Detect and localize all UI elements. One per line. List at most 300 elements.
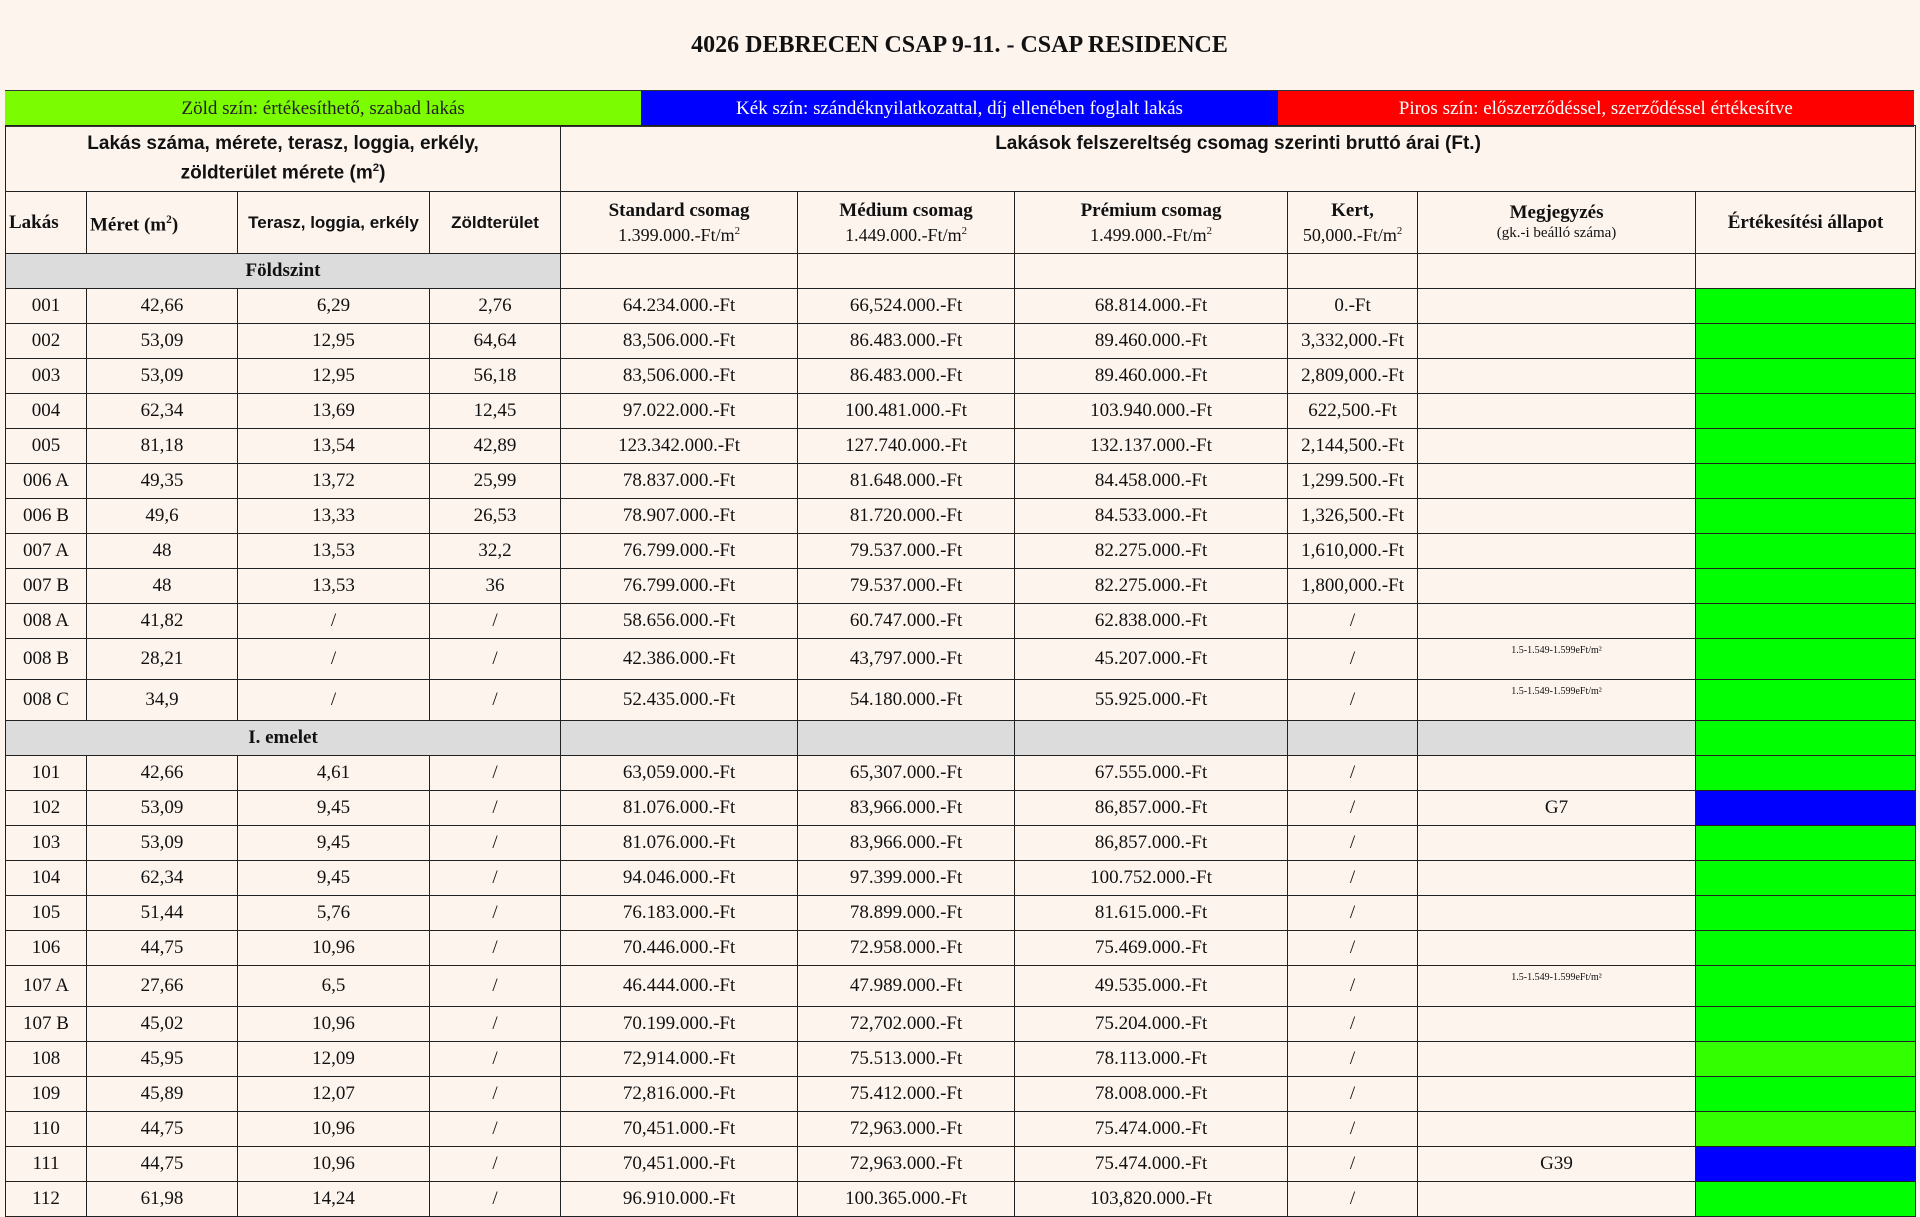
col-header-lakas: Lakás — [6, 192, 87, 254]
cell-lakas: 102 — [6, 791, 87, 826]
cell-meret: 44,75 — [87, 931, 238, 966]
cell-terasz: 13,69 — [238, 394, 430, 429]
cell-terasz: / — [238, 680, 430, 721]
cell-kert: 1,326,500.-Ft — [1288, 499, 1418, 534]
cell-medium: 83,966.000.-Ft — [798, 826, 1015, 861]
cell-zold: / — [430, 1042, 561, 1077]
cell-zold: / — [430, 680, 561, 721]
table-row[interactable] — [6, 680, 1916, 721]
cell-zold: 25,99 — [430, 464, 561, 499]
status-badge-free — [1696, 826, 1916, 861]
table-row[interactable] — [6, 931, 1916, 966]
cell-medium: 100.481.000.-Ft — [798, 394, 1015, 429]
cell-kert: 0.-Ft — [1288, 289, 1418, 324]
cell-megjegyzes: 1.5-1.549-1.599eFt/m² — [1418, 680, 1696, 721]
table-row[interactable] — [6, 289, 1916, 324]
cell-kert: / — [1288, 680, 1418, 721]
status-badge-free — [1696, 394, 1916, 429]
floor-header-row — [6, 254, 1916, 289]
table-row[interactable] — [6, 604, 1916, 639]
cell-standard: 78.837.000.-Ft — [561, 464, 798, 499]
cell-kert: 1,299.500.-Ft — [1288, 464, 1418, 499]
floor-header-empty-cell — [561, 254, 798, 289]
col-header-megjegyzes: Megjegyzés (gk.-i beálló száma) — [1418, 192, 1696, 254]
table-row[interactable] — [6, 639, 1916, 680]
table-row[interactable] — [6, 1042, 1916, 1077]
cell-zold: / — [430, 1182, 561, 1217]
cell-terasz: 13,33 — [238, 499, 430, 534]
cell-terasz: 10,96 — [238, 1147, 430, 1182]
cell-lakas: 106 — [6, 931, 87, 966]
cell-premium: 75.474.000.-Ft — [1015, 1147, 1288, 1182]
cell-standard: 81.076.000.-Ft — [561, 791, 798, 826]
cell-lakas: 008 C — [6, 680, 87, 721]
cell-medium: 86.483.000.-Ft — [798, 324, 1015, 359]
cell-premium: 132.137.000.-Ft — [1015, 429, 1288, 464]
cell-kert: / — [1288, 791, 1418, 826]
col-header-meret: Méret $(m^2)$ — [87, 192, 238, 254]
col-header-allapot: Értékesítési állapot — [1696, 192, 1916, 254]
cell-meret: 81,18 — [87, 429, 238, 464]
cell-lakas: 003 — [6, 359, 87, 394]
status-badge-free — [1696, 359, 1916, 394]
cell-premium: 75.474.000.-Ft — [1015, 1112, 1288, 1147]
cell-meret: 53,09 — [87, 359, 238, 394]
status-badge-free — [1696, 534, 1916, 569]
apartment-price-table — [5, 125, 1916, 1217]
cell-terasz: 10,96 — [238, 1112, 430, 1147]
cell-lakas: 109 — [6, 1077, 87, 1112]
cell-lakas: 101 — [6, 756, 87, 791]
col-header-standard: Standard csomag $1.399.000.-Ft/m^2$ — [561, 192, 798, 254]
cell-lakas: 104 — [6, 861, 87, 896]
cell-zold: 26,53 — [430, 499, 561, 534]
cell-kert: / — [1288, 756, 1418, 791]
table-row[interactable] — [6, 1182, 1916, 1217]
cell-standard: 96.910.000.-Ft — [561, 1182, 798, 1217]
status-legend — [5, 90, 1914, 127]
cell-meret: 41,82 — [87, 604, 238, 639]
cell-terasz: 13,54 — [238, 429, 430, 464]
cell-medium: 78.899.000.-Ft — [798, 896, 1015, 931]
status-badge-free — [1696, 289, 1916, 324]
cell-premium: 100.752.000.-Ft — [1015, 861, 1288, 896]
cell-megjegyzes — [1418, 359, 1696, 394]
cell-megjegyzes: G39 — [1418, 1147, 1696, 1182]
cell-zold: / — [430, 1077, 561, 1112]
cell-kert: / — [1288, 1147, 1418, 1182]
cell-medium: 54.180.000.-Ft — [798, 680, 1015, 721]
cell-premium: 45.207.000.-Ft — [1015, 639, 1288, 680]
cell-meret: 44,75 — [87, 1112, 238, 1147]
table-body — [6, 254, 1916, 1217]
status-badge-free — [1696, 324, 1916, 359]
cell-standard: 63,059.000.-Ft — [561, 756, 798, 791]
status-badge-free — [1696, 499, 1916, 534]
table-row[interactable] — [6, 394, 1916, 429]
table-row[interactable] — [6, 1077, 1916, 1112]
cell-zold: 56,18 — [430, 359, 561, 394]
cell-megjegyzes — [1418, 499, 1696, 534]
cell-premium: 55.925.000.-Ft — [1015, 680, 1288, 721]
cell-megjegyzes — [1418, 896, 1696, 931]
cell-standard: 83,506.000.-Ft — [561, 324, 798, 359]
cell-standard: 76.183.000.-Ft — [561, 896, 798, 931]
cell-meret: 48 — [87, 569, 238, 604]
cell-lakas: 007 A — [6, 534, 87, 569]
cell-zold: 64,64 — [430, 324, 561, 359]
cell-medium: 72,702.000.-Ft — [798, 1007, 1015, 1042]
cell-meret: 34,9 — [87, 680, 238, 721]
table-row[interactable] — [6, 429, 1916, 464]
cell-terasz: 12,95 — [238, 359, 430, 394]
status-badge-free_alt — [1696, 1042, 1916, 1077]
cell-kert: 2,144,500.-Ft — [1288, 429, 1418, 464]
cell-kert: 622,500.-Ft — [1288, 394, 1418, 429]
cell-premium: 86,857.000.-Ft — [1015, 791, 1288, 826]
table-row[interactable] — [6, 966, 1916, 1007]
status-badge-free — [1696, 931, 1916, 966]
status-badge-free — [1696, 756, 1916, 791]
cell-lakas: 006 A — [6, 464, 87, 499]
cell-zold: / — [430, 826, 561, 861]
table-row[interactable] — [6, 896, 1916, 931]
cell-megjegyzes — [1418, 289, 1696, 324]
cell-megjegyzes — [1418, 861, 1696, 896]
table-row[interactable] — [6, 756, 1916, 791]
cell-terasz: 6,29 — [238, 289, 430, 324]
cell-zold: / — [430, 1112, 561, 1147]
col-header-terasz: Terasz, loggia, erkély — [238, 192, 430, 254]
status-badge-free — [1696, 861, 1916, 896]
cell-terasz: / — [238, 639, 430, 680]
cell-zold: / — [430, 966, 561, 1007]
cell-standard: 70.199.000.-Ft — [561, 1007, 798, 1042]
cell-meret: 28,21 — [87, 639, 238, 680]
cell-premium: 89.460.000.-Ft — [1015, 324, 1288, 359]
cell-meret: 51,44 — [87, 896, 238, 931]
floor-header-empty-cell — [798, 254, 1015, 289]
cell-terasz: 14,24 — [238, 1182, 430, 1217]
cell-zold: 42,89 — [430, 429, 561, 464]
cell-terasz: 10,96 — [238, 1007, 430, 1042]
cell-zold: / — [430, 896, 561, 931]
cell-medium: 65,307.000.-Ft — [798, 756, 1015, 791]
cell-medium: 83,966.000.-Ft — [798, 791, 1015, 826]
cell-terasz: 9,45 — [238, 826, 430, 861]
cell-terasz: 13,53 — [238, 534, 430, 569]
cell-kert: / — [1288, 1007, 1418, 1042]
cell-premium: 82.275.000.-Ft — [1015, 534, 1288, 569]
floor-header-empty-cell — [561, 721, 798, 756]
cell-medium: 79.537.000.-Ft — [798, 569, 1015, 604]
floor-header-empty-cell — [1015, 254, 1288, 289]
cell-premium: 103,820.000.-Ft — [1015, 1182, 1288, 1217]
cell-zold: 12,45 — [430, 394, 561, 429]
cell-meret: 42,66 — [87, 289, 238, 324]
cell-terasz: 12,07 — [238, 1077, 430, 1112]
table-row[interactable] — [6, 499, 1916, 534]
cell-terasz: 4,61 — [238, 756, 430, 791]
cell-lakas: 108 — [6, 1042, 87, 1077]
cell-medium: 66,524.000.-Ft — [798, 289, 1015, 324]
cell-kert: / — [1288, 1077, 1418, 1112]
cell-terasz: 12,95 — [238, 324, 430, 359]
table-row[interactable] — [6, 534, 1916, 569]
cell-lakas: 107 A — [6, 966, 87, 1007]
cell-zold: / — [430, 931, 561, 966]
cell-megjegyzes — [1418, 569, 1696, 604]
cell-megjegyzes — [1418, 1077, 1696, 1112]
table-row[interactable] — [6, 464, 1916, 499]
cell-standard: 81.076.000.-Ft — [561, 826, 798, 861]
cell-meret: 45,89 — [87, 1077, 238, 1112]
cell-terasz: 5,76 — [238, 896, 430, 931]
cell-kert: / — [1288, 639, 1418, 680]
cell-meret: 44,75 — [87, 1147, 238, 1182]
cell-standard: 72,816.000.-Ft — [561, 1077, 798, 1112]
col-header-kert: Kert, $50,000.-Ft/m^2$ — [1288, 192, 1418, 254]
cell-megjegyzes — [1418, 1042, 1696, 1077]
group-header-apartment-data: Lakás száma, mérete, terasz, loggia, erkély, zöldterület mérete $(m^2)$ — [6, 126, 561, 192]
cell-premium: 49.535.000.-Ft — [1015, 966, 1288, 1007]
cell-terasz: / — [238, 604, 430, 639]
cell-meret: 53,09 — [87, 791, 238, 826]
floor-header-empty-cell — [1288, 254, 1418, 289]
cell-kert: 1,610,000.-Ft — [1288, 534, 1418, 569]
legend-reserved: Kék szín: szándéknyilatkozattal, díj ellenében foglalt lakás — [641, 91, 1277, 126]
cell-lakas: 107 B — [6, 1007, 87, 1042]
floor-name: I. emelet — [6, 721, 561, 756]
table-row[interactable] — [6, 1112, 1916, 1147]
cell-premium: 89.460.000.-Ft — [1015, 359, 1288, 394]
cell-medium: 72,963.000.-Ft — [798, 1147, 1015, 1182]
cell-terasz: 6,5 — [238, 966, 430, 1007]
cell-premium: 78.113.000.-Ft — [1015, 1042, 1288, 1077]
cell-lakas: 002 — [6, 324, 87, 359]
status-badge-free — [1696, 429, 1916, 464]
cell-lakas: 112 — [6, 1182, 87, 1217]
cell-meret: 49,35 — [87, 464, 238, 499]
floor-status-cell — [1696, 721, 1916, 756]
cell-lakas: 001 — [6, 289, 87, 324]
cell-kert: / — [1288, 896, 1418, 931]
cell-megjegyzes — [1418, 534, 1696, 569]
status-badge-free — [1696, 680, 1916, 721]
status-badge-free — [1696, 1182, 1916, 1217]
status-badge-reserved — [1696, 791, 1916, 826]
cell-lakas: 005 — [6, 429, 87, 464]
cell-zold: / — [430, 791, 561, 826]
status-badge-reserved — [1696, 1147, 1916, 1182]
cell-kert: / — [1288, 1182, 1418, 1217]
cell-kert: / — [1288, 1112, 1418, 1147]
cell-premium: 84.533.000.-Ft — [1015, 499, 1288, 534]
cell-premium: 62.838.000.-Ft — [1015, 604, 1288, 639]
cell-standard: 42.386.000.-Ft — [561, 639, 798, 680]
cell-kert: / — [1288, 861, 1418, 896]
floor-header-empty-cell — [1288, 721, 1418, 756]
table-row[interactable] — [6, 861, 1916, 896]
table-row[interactable] — [6, 791, 1916, 826]
cell-kert: / — [1288, 931, 1418, 966]
cell-medium: 79.537.000.-Ft — [798, 534, 1015, 569]
cell-terasz: 9,45 — [238, 791, 430, 826]
cell-meret: 48 — [87, 534, 238, 569]
status-badge-free — [1696, 966, 1916, 1007]
cell-megjegyzes — [1418, 394, 1696, 429]
cell-medium: 43,797.000.-Ft — [798, 639, 1015, 680]
cell-meret: 49,6 — [87, 499, 238, 534]
legend-free: Zöld szín: értékesíthető, szabad lakás — [5, 91, 641, 126]
table-row[interactable] — [6, 1007, 1916, 1042]
table-row[interactable] — [6, 324, 1916, 359]
cell-standard: 78.907.000.-Ft — [561, 499, 798, 534]
cell-medium: 100.365.000.-Ft — [798, 1182, 1015, 1217]
cell-meret: 45,95 — [87, 1042, 238, 1077]
cell-standard: 76.799.000.-Ft — [561, 534, 798, 569]
cell-terasz: 12,09 — [238, 1042, 430, 1077]
cell-lakas: 111 — [6, 1147, 87, 1182]
cell-megjegyzes — [1418, 1182, 1696, 1217]
floor-header-row — [6, 721, 1916, 756]
cell-zold: / — [430, 1007, 561, 1042]
status-badge-free — [1696, 639, 1916, 680]
cell-medium: 127.740.000.-Ft — [798, 429, 1015, 464]
cell-meret: 62,34 — [87, 394, 238, 429]
cell-medium: 72.958.000.-Ft — [798, 931, 1015, 966]
floor-status-cell — [1696, 254, 1916, 289]
floor-header-empty-cell — [1418, 254, 1696, 289]
cell-standard: 70,451.000.-Ft — [561, 1112, 798, 1147]
cell-megjegyzes — [1418, 604, 1696, 639]
status-badge-free — [1696, 569, 1916, 604]
cell-kert: / — [1288, 826, 1418, 861]
cell-meret: 53,09 — [87, 826, 238, 861]
cell-premium: 103.940.000.-Ft — [1015, 394, 1288, 429]
cell-terasz: 13,72 — [238, 464, 430, 499]
cell-megjegyzes — [1418, 931, 1696, 966]
cell-kert: 1,800,000.-Ft — [1288, 569, 1418, 604]
cell-medium: 97.399.000.-Ft — [798, 861, 1015, 896]
cell-premium: 81.615.000.-Ft — [1015, 896, 1288, 931]
status-badge-free — [1696, 1007, 1916, 1042]
cell-meret: 45,02 — [87, 1007, 238, 1042]
cell-lakas: 008 A — [6, 604, 87, 639]
cell-zold: / — [430, 604, 561, 639]
cell-lakas: 103 — [6, 826, 87, 861]
status-badge-free — [1696, 604, 1916, 639]
table-row[interactable] — [6, 1147, 1916, 1182]
table-row[interactable] — [6, 826, 1916, 861]
col-header-premium: Prémium csomag $1.499.000.-Ft/m^2$ — [1015, 192, 1288, 254]
cell-meret: 53,09 — [87, 324, 238, 359]
cell-medium: 81.648.000.-Ft — [798, 464, 1015, 499]
cell-premium: 78.008.000.-Ft — [1015, 1077, 1288, 1112]
cell-zold: / — [430, 1147, 561, 1182]
cell-standard: 46.444.000.-Ft — [561, 966, 798, 1007]
cell-lakas: 004 — [6, 394, 87, 429]
cell-standard: 76.799.000.-Ft — [561, 569, 798, 604]
cell-meret: 62,34 — [87, 861, 238, 896]
cell-zold: / — [430, 639, 561, 680]
cell-kert: 2,809,000.-Ft — [1288, 359, 1418, 394]
cell-terasz: 9,45 — [238, 861, 430, 896]
cell-terasz: 13,53 — [238, 569, 430, 604]
cell-standard: 52.435.000.-Ft — [561, 680, 798, 721]
cell-megjegyzes — [1418, 429, 1696, 464]
cell-megjegyzes: 1.5-1.549-1.599eFt/m² — [1418, 639, 1696, 680]
cell-zold: / — [430, 756, 561, 791]
col-header-zoldterulet: Zöldterület — [430, 192, 561, 254]
cell-premium: 82.275.000.-Ft — [1015, 569, 1288, 604]
cell-megjegyzes: G7 — [1418, 791, 1696, 826]
cell-megjegyzes — [1418, 756, 1696, 791]
status-badge-free_alt — [1696, 1112, 1916, 1147]
cell-medium: 81.720.000.-Ft — [798, 499, 1015, 534]
cell-premium: 84.458.000.-Ft — [1015, 464, 1288, 499]
cell-medium: 60.747.000.-Ft — [798, 604, 1015, 639]
cell-megjegyzes — [1418, 1007, 1696, 1042]
cell-standard: 70,451.000.-Ft — [561, 1147, 798, 1182]
table-row[interactable] — [6, 569, 1916, 604]
cell-lakas: 007 B — [6, 569, 87, 604]
cell-standard: 64.234.000.-Ft — [561, 289, 798, 324]
cell-medium: 47.989.000.-Ft — [798, 966, 1015, 1007]
cell-terasz: 10,96 — [238, 931, 430, 966]
cell-zold: 32,2 — [430, 534, 561, 569]
cell-premium: 75.204.000.-Ft — [1015, 1007, 1288, 1042]
status-badge-free — [1696, 896, 1916, 931]
cell-meret: 27,66 — [87, 966, 238, 1007]
cell-standard: 70.446.000.-Ft — [561, 931, 798, 966]
table-row[interactable] — [6, 359, 1916, 394]
cell-medium: 86.483.000.-Ft — [798, 359, 1015, 394]
cell-kert: / — [1288, 1042, 1418, 1077]
cell-meret: 61,98 — [87, 1182, 238, 1217]
cell-premium: 86,857.000.-Ft — [1015, 826, 1288, 861]
col-header-medium: Médium csomag $1.449.000.-Ft/m^2$ — [798, 192, 1015, 254]
cell-kert: / — [1288, 966, 1418, 1007]
cell-megjegyzes — [1418, 1112, 1696, 1147]
group-header-prices: Lakások felszereltség csomag szerinti bruttó árai (Ft.) — [561, 126, 1916, 192]
status-badge-free — [1696, 464, 1916, 499]
cell-megjegyzes — [1418, 324, 1696, 359]
cell-megjegyzes — [1418, 464, 1696, 499]
cell-standard: 83,506.000.-Ft — [561, 359, 798, 394]
cell-standard: 97.022.000.-Ft — [561, 394, 798, 429]
cell-zold: / — [430, 861, 561, 896]
cell-medium: 75.412.000.-Ft — [798, 1077, 1015, 1112]
cell-premium: 68.814.000.-Ft — [1015, 289, 1288, 324]
cell-standard: 94.046.000.-Ft — [561, 861, 798, 896]
cell-standard: 72,914.000.-Ft — [561, 1042, 798, 1077]
floor-name: Földszint — [6, 254, 561, 289]
floor-header-empty-cell — [798, 721, 1015, 756]
cell-standard: 123.342.000.-Ft — [561, 429, 798, 464]
cell-zold: 2,76 — [430, 289, 561, 324]
status-badge-free — [1696, 1077, 1916, 1112]
page-title: 4026 DEBRECEN CSAP 9-11. - CSAP RESIDENCE — [691, 31, 1228, 58]
cell-megjegyzes: 1.5-1.549-1.599eFt/m² — [1418, 966, 1696, 1007]
legend-sold: Piros szín: előszerződéssel, szerződéssel értékesítve — [1278, 91, 1914, 126]
cell-lakas: 006 B — [6, 499, 87, 534]
cell-standard: 58.656.000.-Ft — [561, 604, 798, 639]
cell-megjegyzes — [1418, 826, 1696, 861]
cell-meret: 42,66 — [87, 756, 238, 791]
cell-premium: 75.469.000.-Ft — [1015, 931, 1288, 966]
cell-lakas: 008 B — [6, 639, 87, 680]
